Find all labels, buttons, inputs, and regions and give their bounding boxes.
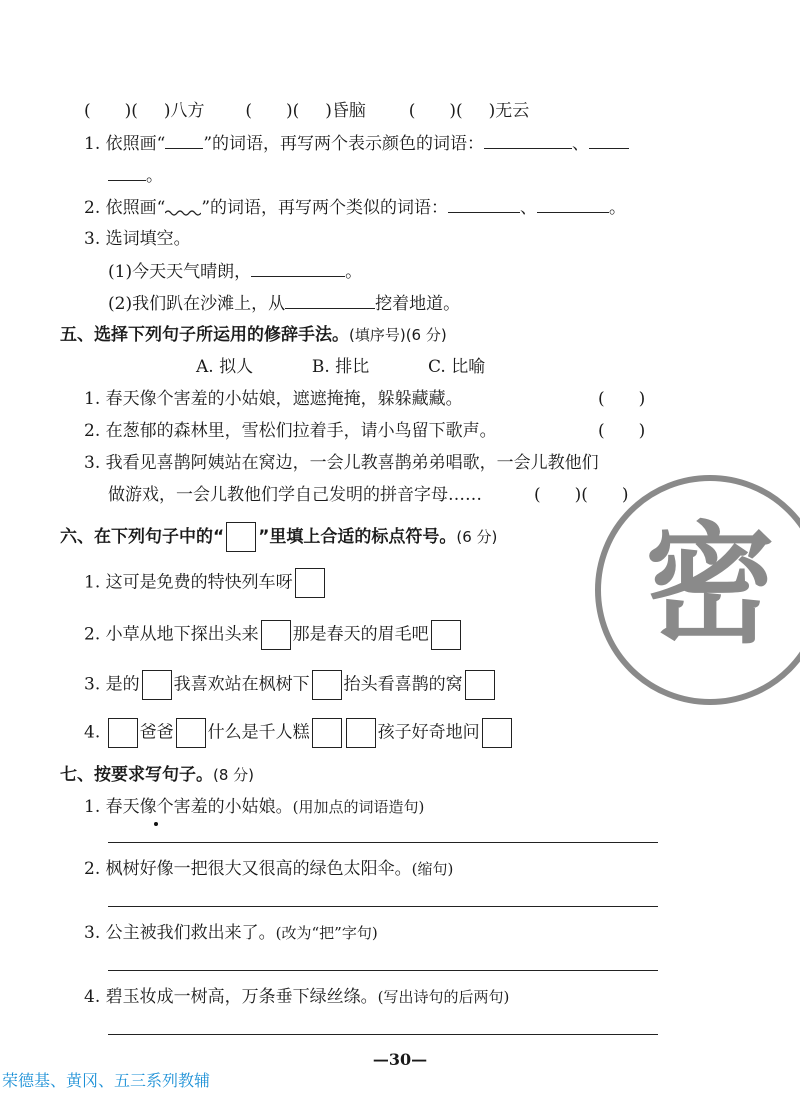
idiom-3-suffix: )无云 [488, 101, 530, 121]
s5-answer-3[interactable]: ( )( ) [534, 485, 629, 505]
punct-box[interactable] [295, 568, 325, 598]
s4-q3-1: (1)今天天气晴朗， 。 [108, 258, 362, 285]
answer-blank[interactable] [108, 162, 146, 181]
s4-q3: 3. 选词填空。 [84, 229, 191, 249]
s7-item-2: 2. 枫树好像一把很大又很高的绿色太阳伞。(缩句) [84, 859, 454, 879]
secret-seal-icon [590, 470, 800, 710]
s7-item-1: 1. 春天像个害羞的小姑娘。(用加点的词语造句) [84, 797, 425, 817]
wavy-underline-icon [165, 195, 201, 213]
answer-line[interactable] [108, 1034, 658, 1035]
answer-blank[interactable] [251, 258, 345, 277]
answer-blank[interactable] [537, 194, 609, 213]
section-5-title: 五、选择下列句子所运用的修辞手法。(填序号)(6 分) [60, 325, 447, 345]
punct-box[interactable] [346, 718, 376, 748]
s7-item-4: 4. 碧玉妆成一树高，万条垂下绿丝绦。(写出诗句的后两句) [84, 987, 510, 1007]
idiom-2-suffix: )昏脑 [325, 101, 366, 121]
punct-box[interactable] [312, 718, 342, 748]
s6-q3: 3. 是的 我喜欢站在枫树下 抬头看喜鹊的窝 [84, 670, 497, 700]
s5-answer-2[interactable]: ( ) [598, 421, 646, 441]
s6-q1: 1. 这可是免费的特快列车呀 [84, 568, 327, 598]
punct-box[interactable] [312, 670, 342, 700]
s4-q2: 2. 依照画“ ”的词语，再写两个类似的词语： 、 。 [84, 194, 626, 221]
punct-box[interactable] [176, 718, 206, 748]
idiom-row: ( )( )八方 ( )( )昏脑 ( )( )无云 [84, 101, 530, 121]
s5-item-2: 2. 在葱郁的森林里，雪松们拉着手，请小鸟留下歌声。 [84, 421, 497, 441]
s6-q4: 4. 爸爸 什么是千人糕 孩子好奇地问 [84, 718, 514, 748]
option-c: C. 比喻 [428, 357, 486, 377]
section-6-title: 六、在下列句子中的“ ”里填上合适的标点符号。(6 分) [60, 522, 497, 552]
s5-item-1: 1. 春天像个害羞的小姑娘，遮遮掩掩，躲躲藏藏。 [84, 389, 463, 409]
s4-q3-2: (2)我们趴在沙滩上，从 挖着地道。 [108, 290, 460, 317]
punct-box[interactable] [465, 670, 495, 700]
idiom-1-suffix: )八方 [163, 101, 205, 121]
s5-item-3-cont: 做游戏，一会儿教他们学自己发明的拼音字母…… [108, 485, 482, 505]
s4-q1: 1. 依照画“ ”的词语，再写两个表示颜色的词语： 、 [84, 130, 629, 157]
page-number: —30— [372, 1050, 428, 1069]
example-underline [165, 130, 203, 149]
s4-q1-cont: 。 [108, 162, 163, 189]
answer-blank[interactable] [589, 130, 629, 149]
sample-box [226, 522, 256, 552]
answer-blank[interactable] [285, 290, 375, 309]
answer-line[interactable] [108, 842, 658, 843]
punct-box[interactable] [261, 620, 291, 650]
punct-box[interactable] [482, 718, 512, 748]
punct-box[interactable] [431, 620, 461, 650]
s5-item-3: 3. 我看见喜鹊阿姨站在窝边，一会儿教喜鹊弟弟唱歌，一会儿教他们 [84, 453, 599, 473]
punct-box[interactable] [142, 670, 172, 700]
s7-item-3: 3. 公主被我们救出来了。(改为“把”字句) [84, 923, 378, 943]
option-a: A. 拟人 [196, 357, 254, 377]
rhetoric-options [196, 354, 485, 380]
punct-box[interactable] [108, 718, 138, 748]
option-b: B. 排比 [311, 357, 370, 377]
answer-blank[interactable] [484, 130, 572, 149]
seal-char: 密 [644, 509, 776, 661]
publisher-ad: 荣德基、黄冈、五三系列教辅 [2, 1071, 211, 1090]
s6-q2: 2. 小草从地下探出头来 那是春天的眉毛吧 [84, 620, 463, 650]
emphasis-dot [154, 822, 158, 826]
answer-blank[interactable] [448, 194, 520, 213]
s5-answer-1[interactable]: ( ) [598, 389, 646, 409]
answer-line[interactable] [108, 970, 658, 971]
section-7-title: 七、按要求写句子。(8 分) [60, 765, 255, 785]
answer-line[interactable] [108, 906, 658, 907]
